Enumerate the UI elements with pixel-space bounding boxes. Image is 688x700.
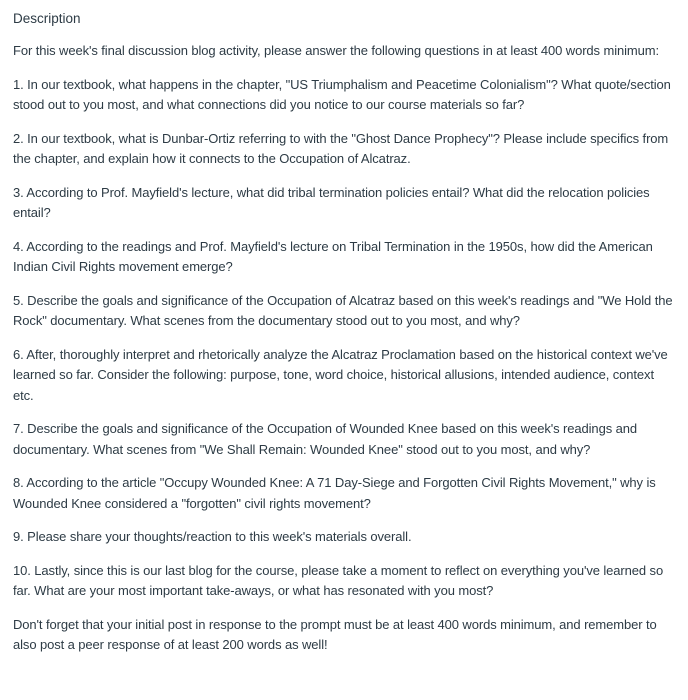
description-heading: Description: [13, 11, 81, 26]
question-10: 10. Lastly, since this is our last blog for the course, please take a moment to reflect on everything you've learned so far. What are your most important take-aways, or what has resonated with you most?: [13, 562, 664, 598]
question-2: 2. In our textbook, what is Dunbar-Ortiz referring to with the "Ghost Dance Prophecy"? Please include specifics from the chapter, and explain how it connects to the Occupation of Alcatraz.: [13, 130, 669, 166]
question-1: 1. In our textbook, what happens in the chapter, "US Triumphalism and Peacetime Colonialism"? What quote/section stood out to you most, and what connections did you notice to our course materials so far?: [13, 76, 671, 112]
question-3: 3. According to Prof. Mayfield's lecture, what did tribal termination policies entail? What did the relocation policies entail?: [13, 184, 650, 220]
intro-paragraph: For this week's final discussion blog activity, please answer the following questions in at least 400 words minimum:: [13, 43, 660, 58]
question-9: 9. Please share your thoughts/reaction to this week's materials overall.: [13, 529, 412, 544]
question-8: 8. According to the article "Occupy Wounded Knee: A 71 Day-Siege and Forgotten Civil Rights Movement," why is Wounded Knee considered a "forgotten" civil rights movement?: [13, 475, 656, 511]
question-5: 5. Describe the goals and significance of the Occupation of Alcatraz based on this week's readings and "We Hold the Rock" documentary. What scenes from the documentary stood out to you most, and why?: [13, 292, 673, 328]
question-6: 6. After, thoroughly interpret and rhetorically analyze the Alcatraz Proclamation based on the historical context we've learned so far. Consider the following: purpose, tone, word choice, historical allusions, intended audience, context etc.: [13, 346, 668, 403]
question-4: 4. According to the readings and Prof. Mayfield's lecture on Tribal Termination in the 1950s, how did the American Indian Civil Rights movement emerge?: [13, 238, 653, 274]
closing-paragraph: Don't forget that your initial post in response to the prompt must be at least 400 words minimum, and remember to also post a peer response of at least 200 words as well!: [13, 616, 657, 652]
question-7: 7. Describe the goals and significance of the Occupation of Wounded Knee based on this week's readings and documentary. What scenes from "We Shall Remain: Wounded Knee" stood out to you most, and why?: [13, 421, 637, 457]
